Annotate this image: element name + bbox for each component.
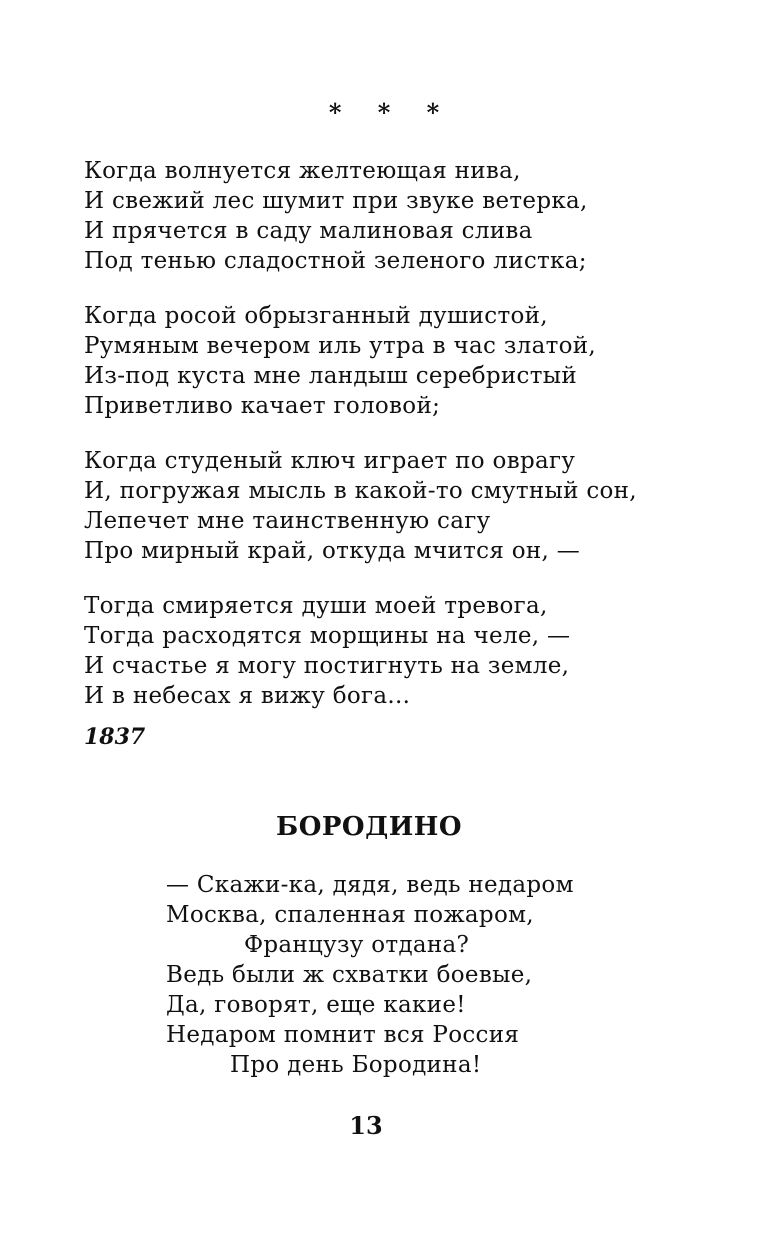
verse-line: — Скажи-ка, дядя, ведь недаром [166,872,574,898]
verse-line: Недаром помнит вся Россия [166,1022,520,1048]
verse-line: Ведь были ж схватки боевые, [166,962,533,988]
verse-line-indented: Про день Бородина! [230,1052,482,1078]
stanza-2 [84,301,724,421]
verse-line: Когда студеный ключ играет по оврагу [84,448,576,474]
verse-line: И свежий лес шумит при звуке ветерка, [84,188,588,214]
verse-line: Лепечет мне таинственную сагу [84,508,491,534]
verse-line: Из-под куста мне ландыш серебристый [84,363,577,389]
verse-line: Про мирный край, откуда мчится он, — [84,538,581,564]
verse-line-indented: Французу отдана? [244,932,470,958]
verse-line: Под тенью сладостной зеленого листка; [84,248,587,274]
verse-line: И счастье я могу постигнуть на земле, [84,653,570,679]
stanza-4 [84,591,724,711]
verse-line: Да, говорят, еще какие! [166,992,466,1018]
verse-line: И прячется в саду малиновая слива [84,218,533,244]
poem-when-the-field-sways [84,156,724,736]
verse-line: Когда росой обрызганный душистой, [84,303,548,329]
verse-line: И в небесах я вижу бога... [84,683,411,709]
verse-line: Тогда смиряется души моей тревога, [84,593,548,619]
poem-borodino [166,870,666,1080]
poem-title: БОРОДИНО [276,812,462,842]
verse-line: Тогда расходятся морщины на челе, — [84,623,571,649]
verse-line: Когда волнуется желтеющая нива, [84,158,521,184]
page-number: 13 [349,1111,383,1140]
poem-year: 1837 [84,724,146,750]
verse-line: Приветливо качает головой; [84,393,441,419]
stanza-1 [84,156,724,276]
asterism-separator: * * * [328,98,454,127]
verse-line: И, погружая мысль в какой-то смутный сон, [84,478,637,504]
verse-line: Румяным вечером иль утра в час златой, [84,333,597,359]
stanza-3 [84,446,724,566]
verse-line: Москва, спаленная пожаром, [166,902,534,928]
